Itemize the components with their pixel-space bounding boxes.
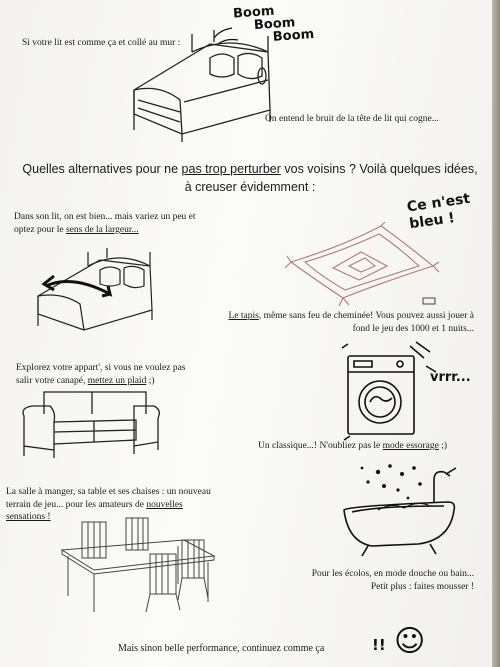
tip-carpet-text (228, 310, 474, 335)
heading-before: Quelles alternatives pour ne (22, 162, 182, 176)
tip-bath-line1: Pour les écolos, en mode douche ou bain... (311, 569, 474, 579)
heading-underlined: pas trop perturber (181, 162, 281, 176)
boom-word-3: Boom (272, 27, 315, 45)
smiley-icon: ☺ (394, 624, 426, 659)
tip-sofa-line2-text: salir votre canapé, (16, 375, 88, 386)
dining-table-illustration (58, 514, 218, 614)
closing-text: Mais sinon belle performance, continuez comme ça (118, 643, 325, 654)
tip-bed-line1: Dans son lit, on est bien... mais variez un peu et (14, 212, 196, 222)
paper-edge (492, 0, 500, 667)
tip-bed-line2 (14, 224, 234, 237)
tip-washer-after: ;) (438, 441, 448, 451)
tip-table-line2-text: terrain de jeu... pour les amateurs de (6, 499, 147, 510)
washer-sound: vrrr... (430, 370, 471, 385)
tip-carpet-link: Le tapis (228, 311, 259, 321)
tip-bath-line2: Petit plus : faites mousser ! (370, 581, 474, 592)
tip-bath-text (260, 568, 474, 593)
tip-sofa-link: mettez un plaid (87, 375, 147, 386)
tip-bed-text (14, 211, 234, 236)
page-heading (20, 160, 480, 196)
tip-carpet-body: , même sans feu de cheminée! Vous pouvez aussi jouer à fond le jeu des 1000 et 1 nuits... (258, 311, 474, 334)
bed-sideways-illustration (32, 246, 157, 331)
headboard-noise-text: On entend le bruit de la tête de lit qui cogne... (265, 114, 439, 124)
tip-washer-link: mode essorage (382, 441, 439, 451)
tip-sofa-line1: Explorez votre appart', si vous ne voulez pas (16, 363, 186, 373)
tip-washer-text (258, 440, 447, 453)
tip-table-line2 (6, 499, 236, 512)
tip-sofa-line2-end: ;) (146, 375, 155, 386)
flying-carpet-illustration (283, 222, 443, 307)
tip-table-link-2: sensations ! (6, 512, 51, 522)
tip-washer-before: Un classique...! N'oubliez pas le (258, 441, 383, 451)
tip-bed-line2-text: optez pour le (14, 224, 66, 235)
bathtub-illustration (338, 460, 463, 560)
intro-text: Si votre lit est comme ça et collé au mur : (22, 38, 181, 48)
sofa-illustration (14, 384, 164, 459)
bed-against-wall-illustration (122, 30, 277, 135)
tip-table-line1: La salle à manger, sa table et ses chaises : un nouveau (6, 487, 211, 497)
tip-table-link-1: nouvelles (146, 499, 183, 510)
carpet-scribble: Ce n'est bleu ! (406, 190, 472, 233)
heading-after: vos voisins ? Voilà quelques idées, à creuser évidemment : (184, 162, 478, 194)
boom-word-1: Boom (232, 3, 275, 22)
washing-machine-illustration (340, 342, 445, 437)
tip-bed-link: sens de la largeur... (65, 224, 139, 235)
boom-word-2: Boom (253, 15, 296, 34)
closing-exclamations: !! (372, 636, 386, 654)
